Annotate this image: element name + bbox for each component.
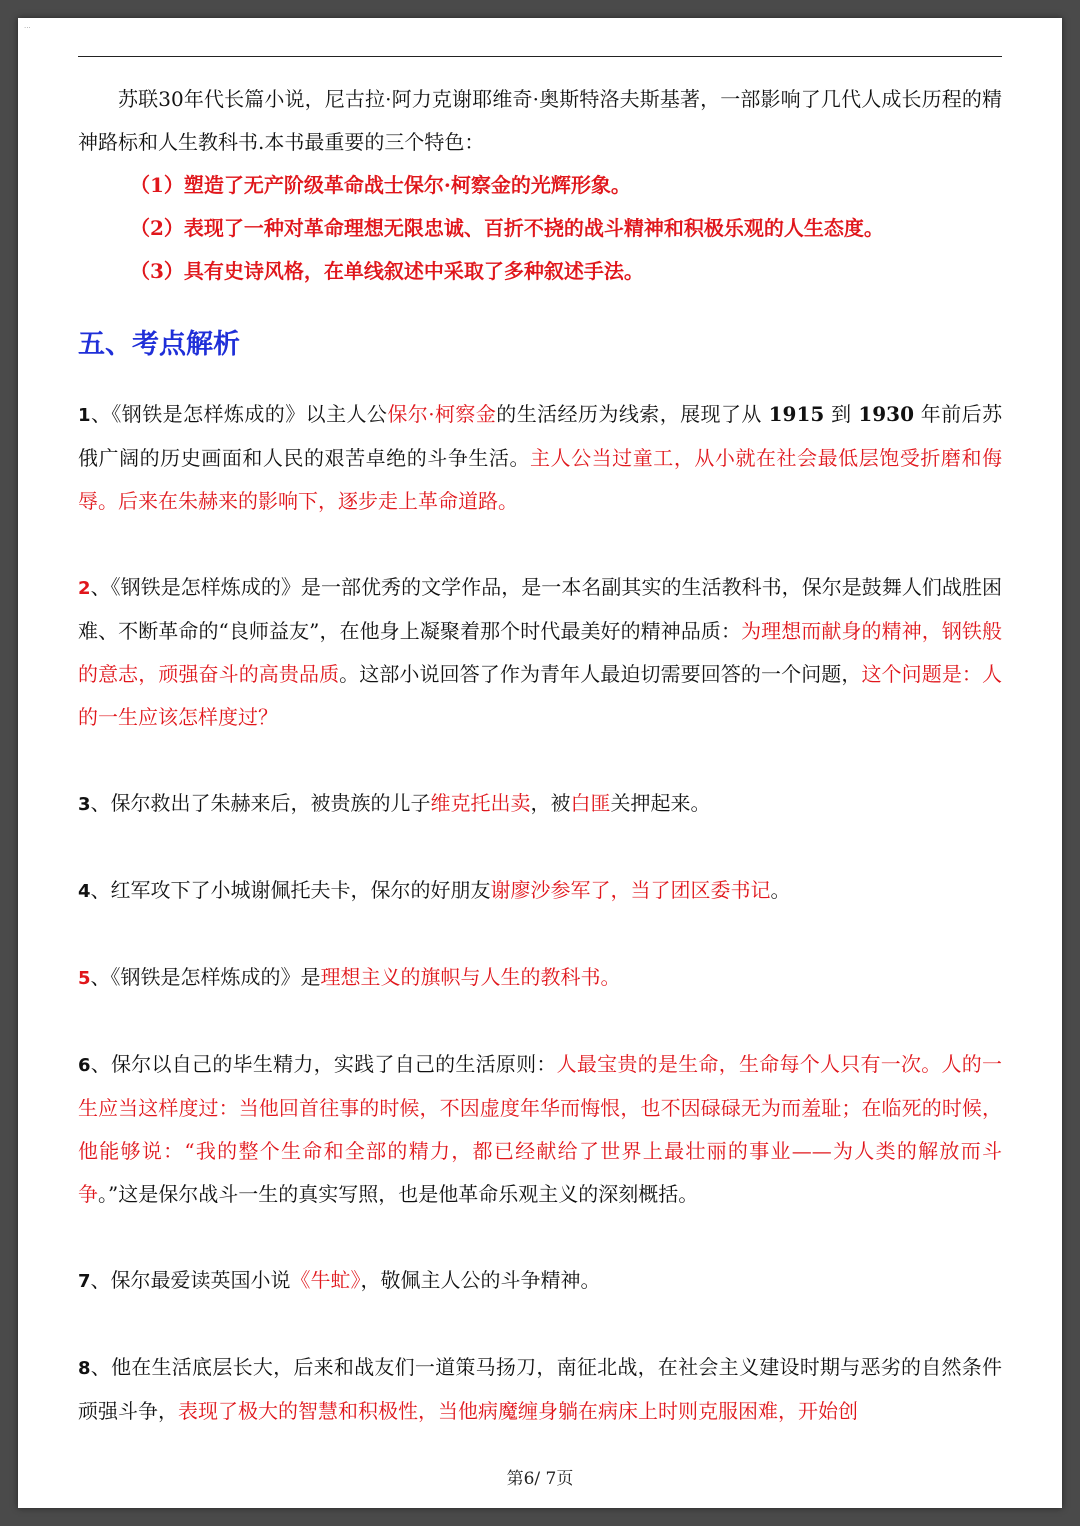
point-5-number: 5 bbox=[78, 968, 91, 989]
point-7-number: 7 bbox=[78, 1271, 91, 1292]
feature-1: （1）塑造了无产阶级革命战士保尔·柯察金的光辉形象。 bbox=[130, 173, 631, 197]
header-rule bbox=[78, 56, 1002, 57]
point-3: 3、保尔救出了朱赫来后，被贵族的儿子维克托出卖，被白匪关押起来。 bbox=[78, 791, 711, 815]
point-2: 2、《钢铁是怎样炼成的》是一部优秀的文学作品，是一本名副其实的生活教科书，保尔是鼓舞人们战胜困难、不断革命的“良师益友”，在他身上凝聚着那个时代最美好的精神品质：为理想而献身的精神，钢铁般的意志，顽强奋斗的高贵品质。这部小说回答了作为青年人最迫切需要回答的一个问题，这个问题是：人的一生应该怎样度过？ bbox=[78, 575, 1003, 729]
point-6: 6、保尔以自己的毕生精力，实践了自己的生活原则：人最宝贵的是生命，生命每个人只有一次。人的一生应当这样度过：当他回首往事的时候，不因虚度年华而悔恨，也不因碌碌无为而羞耻；在临死的时候，他能够说：“我的整个生命和全部的精力，都已经献给了世界上最壮丽的事业——为人类的解放而斗争。”这是保尔战斗一生的真实写照，也是他革命乐观主义的深刻概括。 bbox=[78, 1052, 1003, 1206]
point-4: 4、红军攻下了小城谢佩托夫卡，保尔的好朋友谢廖沙参军了，当了团区委书记。 bbox=[78, 878, 791, 902]
point-7: 7、保尔最爱读英国小说《牛虻》，敬佩主人公的斗争精神。 bbox=[78, 1268, 601, 1292]
point-6-number: 6 bbox=[78, 1055, 91, 1076]
page-number: 第6/ 7页 bbox=[506, 1469, 574, 1489]
feature-3: （3）具有史诗风格，在单线叙述中采取了多种叙述手法。 bbox=[130, 259, 644, 283]
document-page bbox=[18, 18, 1062, 1508]
page-content bbox=[78, 78, 1002, 1433]
section-heading: 五、考点解析 bbox=[78, 329, 240, 360]
corner-label: ... bbox=[24, 22, 31, 30]
point-8: 8、他在生活底层长大，后来和战友们一道策马扬刀，南征北战，在社会主义建设时期与恶劣的自然条件顽强斗争，表现了极大的智慧和积极性，当他病魔缠身躺在病床上时则克服困难，开始创 bbox=[78, 1355, 1002, 1423]
point-1-number: 1 bbox=[78, 405, 91, 426]
feature-2: （2）表现了一种对革命理想无限忠诚、百折不挠的战斗精神和积极乐观的人生态度。 bbox=[130, 216, 884, 240]
point-1: 1、《钢铁是怎样炼成的》以主人公保尔·柯察金的生活经历为线索，展现了从 1915 到 1930 年前后苏俄广阔的历史画面和人民的艰苦卓绝的斗争生活。主人公当过童工，从小就在社会最低层饱受折磨和侮辱。后来在朱赫来的影响下，逐步走上革命道路。 bbox=[78, 402, 1003, 513]
point-5: 5、《钢铁是怎样炼成的》是理想主义的旗帜与人生的教科书。 bbox=[78, 965, 621, 989]
point-3-number: 3 bbox=[78, 794, 91, 815]
point-2-number: 2 bbox=[78, 578, 91, 599]
intro-paragraph: 苏联30年代长篇小说，尼古拉·阿力克谢耶维奇·奥斯特洛夫斯基著，一部影响了几代人成长历程的精神路标和人生教科书.本书最重要的三个特色： bbox=[78, 87, 1002, 154]
point-8-number: 8 bbox=[78, 1358, 91, 1379]
point-4-number: 4 bbox=[78, 881, 91, 902]
